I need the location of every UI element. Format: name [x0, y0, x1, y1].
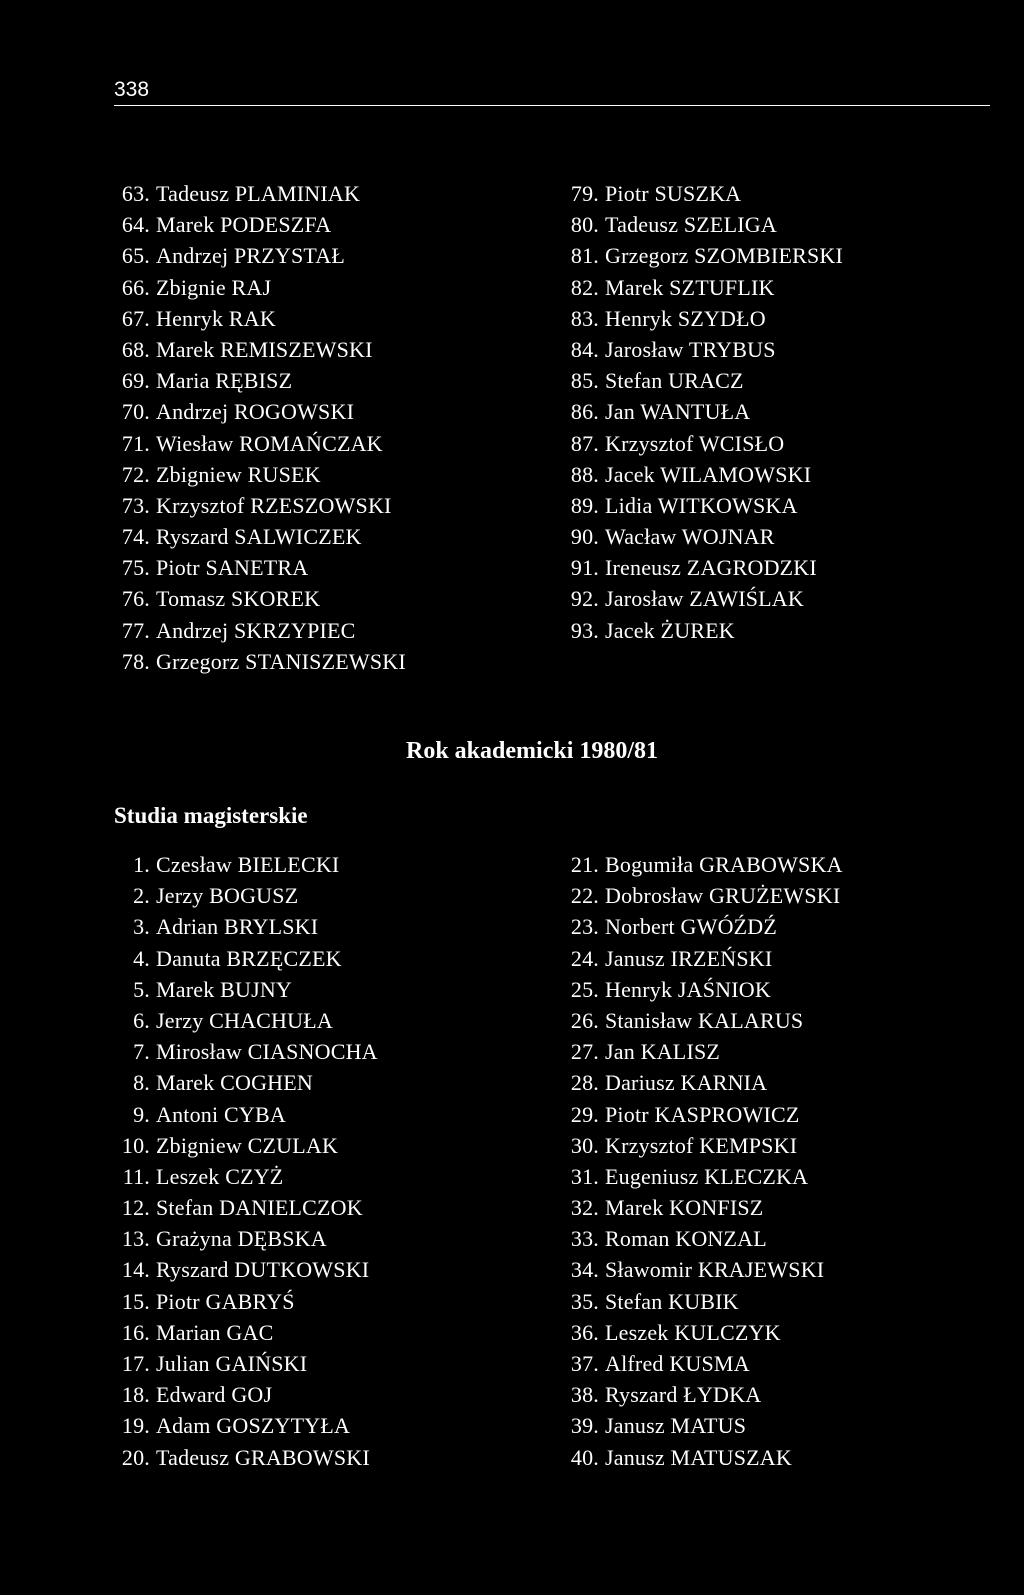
list-item-name: Stanisław KALARUS: [605, 1007, 804, 1033]
list-item-number: 20.: [121, 1444, 150, 1470]
list-item-name: Tadeusz PLAMINIAK: [156, 181, 361, 206]
list-item-number: 87.: [570, 430, 599, 456]
list-item-number: 3.: [133, 914, 150, 940]
list-item: [114, 1379, 378, 1410]
list-item-name: Bogumiła GRABOWSKA: [605, 852, 843, 877]
list-item-name: Ireneusz ZAGRODZKI: [605, 555, 817, 581]
list-item: [563, 1099, 843, 1130]
list-item: [114, 880, 378, 911]
list-item-number: 29.: [570, 1101, 599, 1127]
list-item: [114, 1254, 378, 1285]
list-item-name: Marek BUJNY: [156, 976, 293, 1002]
list-item-name: Leszek KULCZYK: [605, 1319, 781, 1345]
list-item: [114, 272, 406, 303]
list-item-name: Ryszard ŁYDKA: [605, 1382, 762, 1408]
list-item-name: Leszek CZYŻ: [156, 1163, 284, 1189]
list-item: [114, 849, 378, 880]
list-item-number: 65.: [121, 243, 150, 269]
list-item: [563, 521, 843, 552]
list-item-number: 35.: [570, 1288, 599, 1314]
list-item-name: Mirosław CIASNOCHA: [156, 1039, 378, 1065]
list-item-name: Marek COGHEN: [156, 1070, 313, 1096]
list-item-number: 67.: [121, 305, 150, 331]
list-item-name: Jerzy BOGUSZ: [156, 883, 299, 909]
list-item-name: Krzysztof RZESZOWSKI: [156, 492, 392, 518]
list-item-number: 10.: [121, 1132, 150, 1158]
list-item: [114, 1317, 378, 1348]
list-item-name: Norbert GWÓŹDŹ: [605, 914, 778, 940]
list-item-name: Andrzej ROGOWSKI: [156, 399, 355, 425]
list-item-name: Dobrosław GRUŻEWSKI: [605, 883, 841, 909]
list-item: [114, 974, 378, 1005]
list-item-name: Lidia WITKOWSKA: [605, 492, 798, 518]
list-item-name: Grzegorz SZOMBIERSKI: [605, 243, 844, 269]
list-item-number: 14.: [121, 1257, 150, 1283]
list-item: [114, 521, 406, 552]
list-item-name: Julian GAIŃSKI: [156, 1351, 308, 1376]
list-item-number: 22.: [570, 883, 599, 909]
list-item: [563, 1036, 843, 1067]
list-item: [114, 1223, 378, 1254]
list-item-number: 33.: [570, 1226, 599, 1252]
list-item-number: 84.: [570, 336, 599, 362]
list-item: [114, 240, 406, 271]
list-item: [114, 490, 406, 521]
list-item: [563, 490, 843, 521]
list-item: [114, 1099, 378, 1130]
name-list-upper-right: [563, 178, 843, 646]
list-item: [114, 1067, 378, 1098]
list-item-number: 64.: [121, 212, 150, 238]
list-item: [114, 365, 406, 396]
list-item-number: 30.: [570, 1132, 599, 1158]
subsection-title: Studia magisterskie: [114, 803, 308, 828]
list-item: [563, 272, 843, 303]
list-item-number: 68.: [121, 336, 150, 362]
list-item-number: 18.: [121, 1382, 150, 1408]
list-item-name: Marek KONFISZ: [605, 1195, 764, 1221]
header-rule: [114, 105, 990, 106]
list-item-number: 27.: [570, 1039, 599, 1065]
list-item: [114, 583, 406, 614]
list-item-number: 66.: [121, 274, 150, 300]
list-item: [563, 1254, 843, 1285]
list-item-name: Piotr SANETRA: [156, 555, 309, 581]
list-item-number: 73.: [121, 492, 150, 518]
list-item-number: 72.: [121, 461, 150, 487]
list-item-number: 79.: [570, 181, 599, 206]
list-item-number: 83.: [570, 305, 599, 331]
list-item-number: 38.: [570, 1382, 599, 1408]
list-item-name: Piotr GABRYŚ: [156, 1288, 295, 1314]
list-item-name: Janusz MATUS: [605, 1413, 747, 1439]
list-item-name: Dariusz KARNIA: [605, 1070, 768, 1096]
list-item-number: 19.: [121, 1413, 150, 1439]
list-item: [114, 1130, 378, 1161]
list-item-name: Janusz MATUSZAK: [605, 1444, 792, 1470]
list-item: [563, 615, 843, 646]
list-item-number: 7.: [133, 1039, 150, 1065]
list-item: [563, 1348, 843, 1379]
list-item-number: 89.: [570, 492, 599, 518]
list-item: [563, 552, 843, 583]
list-item: [563, 1130, 843, 1161]
list-item-name: Tadeusz SZELIGA: [605, 212, 777, 238]
list-item-number: 69.: [121, 368, 150, 394]
list-item: [563, 880, 843, 911]
list-item-number: 17.: [121, 1351, 150, 1376]
list-item: [563, 1286, 843, 1317]
list-item: [563, 365, 843, 396]
list-item-number: 77.: [121, 617, 150, 643]
list-item: [114, 334, 406, 365]
list-item-number: 36.: [570, 1319, 599, 1345]
list-item-name: Marek PODESZFA: [156, 212, 332, 238]
list-item-number: 39.: [570, 1413, 599, 1439]
list-item-name: Edward GOJ: [156, 1382, 273, 1408]
list-item-name: Adrian BRYLSKI: [156, 914, 319, 940]
list-item-number: 86.: [570, 399, 599, 425]
list-item: [563, 396, 843, 427]
list-item: [114, 1161, 378, 1192]
list-item: [563, 240, 843, 271]
list-item: [114, 646, 406, 677]
list-item-number: 70.: [121, 399, 150, 425]
list-item-name: Piotr KASPROWICZ: [605, 1101, 800, 1127]
list-item-number: 25.: [570, 976, 599, 1002]
list-item-number: 93.: [570, 617, 599, 643]
list-item-number: 37.: [570, 1351, 599, 1376]
list-item-number: 71.: [121, 430, 150, 456]
list-item-name: Stefan KUBIK: [605, 1288, 739, 1314]
list-item-name: Tomasz SKOREK: [156, 586, 321, 612]
list-item-name: Grażyna DĘBSKA: [156, 1226, 327, 1252]
list-item: [563, 911, 843, 942]
list-item: [114, 459, 406, 490]
list-item-number: 26.: [570, 1007, 599, 1033]
list-item-number: 6.: [133, 1007, 150, 1033]
list-item: [563, 1442, 843, 1473]
list-item: [563, 1067, 843, 1098]
list-item-name: Janusz IRZEŃSKI: [605, 945, 773, 971]
list-item-number: 11.: [122, 1163, 150, 1189]
list-item-name: Jerzy CHACHUŁA: [156, 1007, 333, 1033]
list-item-number: 24.: [570, 945, 599, 971]
list-item: [114, 911, 378, 942]
list-item-name: Ryszard SALWICZEK: [156, 524, 362, 550]
list-item-number: 32.: [570, 1195, 599, 1221]
page-number: 338: [114, 78, 150, 101]
list-item-name: Danuta BRZĘCZEK: [156, 945, 342, 971]
list-item: [563, 178, 843, 209]
list-item: [114, 1036, 378, 1067]
list-item: [114, 428, 406, 459]
list-item-number: 12.: [121, 1195, 150, 1221]
list-item-name: Andrzej PRZYSTAŁ: [156, 243, 346, 269]
list-item-number: 80.: [570, 212, 599, 238]
list-item-name: Wiesław ROMAŃCZAK: [156, 430, 383, 456]
list-item-number: 2.: [133, 883, 150, 909]
list-item: [114, 303, 406, 334]
list-item-number: 90.: [570, 524, 599, 550]
list-item-name: Eugeniusz KLECZKA: [605, 1163, 809, 1189]
list-item-number: 8.: [133, 1070, 150, 1096]
list-item-number: 4.: [133, 945, 150, 971]
list-item: [563, 303, 843, 334]
name-list-lower-left: [114, 849, 378, 1473]
list-item-number: 16.: [121, 1319, 150, 1345]
list-item-name: Marek SZTUFLIK: [605, 274, 775, 300]
list-item-number: 13.: [121, 1226, 150, 1252]
list-item: [563, 1161, 843, 1192]
list-item-name: Marek REMISZEWSKI: [156, 336, 373, 362]
list-item: [563, 459, 843, 490]
list-item: [114, 1286, 378, 1317]
list-item: [114, 1442, 378, 1473]
list-item-name: Alfred KUSMA: [605, 1351, 750, 1376]
list-item: [563, 1192, 843, 1223]
list-item-number: 91.: [570, 555, 599, 581]
list-item: [563, 1005, 843, 1036]
list-item: [114, 552, 406, 583]
list-item: [114, 1410, 378, 1441]
list-item-name: Jacek WILAMOWSKI: [605, 461, 812, 487]
list-item-name: Henryk SZYDŁO: [605, 305, 766, 331]
list-item-number: 92.: [570, 586, 599, 612]
list-item-name: Grzegorz STANISZEWSKI: [156, 648, 406, 674]
list-item-name: Wacław WOJNAR: [605, 524, 775, 550]
list-item: [563, 1317, 843, 1348]
list-item: [114, 396, 406, 427]
list-item: [114, 1192, 378, 1223]
list-item: [563, 1223, 843, 1254]
list-item: [563, 849, 843, 880]
list-item-number: 40.: [570, 1444, 599, 1470]
list-item: [563, 583, 843, 614]
list-item: [563, 428, 843, 459]
name-list-lower-right: [563, 849, 843, 1473]
list-item-name: Stefan URACZ: [605, 368, 744, 394]
list-item: [563, 209, 843, 240]
list-item-name: Antoni CYBA: [156, 1101, 286, 1127]
list-item-name: Czesław BIELECKI: [156, 852, 340, 877]
list-item-number: 5.: [133, 976, 150, 1002]
list-item: [114, 1005, 378, 1036]
list-item-name: Henryk JAŚNIOK: [605, 976, 771, 1002]
list-item-number: 78.: [121, 648, 150, 674]
list-item-name: Jan WANTUŁA: [605, 399, 751, 425]
list-item-name: Marian GAC: [156, 1319, 274, 1345]
list-item-number: 23.: [570, 914, 599, 940]
list-item: [563, 334, 843, 365]
list-item-number: 21.: [570, 852, 599, 877]
list-item-number: 82.: [570, 274, 599, 300]
list-item: [114, 178, 406, 209]
list-item-name: Jacek ŻUREK: [605, 617, 735, 643]
list-item-name: Zbigniew CZULAK: [156, 1132, 339, 1158]
list-item-name: Piotr SUSZKA: [605, 181, 742, 206]
list-item-number: 28.: [570, 1070, 599, 1096]
list-item-name: Roman KONZAL: [605, 1226, 767, 1252]
list-item-name: Krzysztof KEMPSKI: [605, 1132, 798, 1158]
list-item: [563, 1410, 843, 1441]
list-item-number: 1.: [133, 852, 150, 877]
list-item-name: Stefan DANIELCZOK: [156, 1195, 363, 1221]
list-item: [114, 615, 406, 646]
list-item-name: Henryk RAK: [156, 305, 276, 331]
list-item-number: 81.: [570, 243, 599, 269]
list-item-number: 63.: [121, 181, 150, 206]
list-item-number: 76.: [121, 586, 150, 612]
list-item: [114, 943, 378, 974]
list-item-number: 88.: [570, 461, 599, 487]
list-item-name: Tadeusz GRABOWSKI: [156, 1444, 370, 1470]
list-item-name: Andrzej SKRZYPIEC: [156, 617, 356, 643]
list-item-name: Ryszard DUTKOWSKI: [156, 1257, 370, 1283]
list-item-name: Zbignie RAJ: [156, 274, 272, 300]
list-item-name: Jarosław ZAWIŚLAK: [605, 586, 804, 612]
list-item-name: Sławomir KRAJEWSKI: [605, 1257, 825, 1283]
list-item: [114, 1348, 378, 1379]
list-item-number: 9.: [133, 1101, 150, 1127]
list-item-name: Jarosław TRYBUS: [605, 336, 776, 362]
list-item: [114, 209, 406, 240]
list-item-number: 34.: [570, 1257, 599, 1283]
list-item-name: Adam GOSZYTYŁA: [156, 1413, 351, 1439]
name-list-upper-left: [114, 178, 406, 677]
list-item-name: Krzysztof WCISŁO: [605, 430, 785, 456]
list-item-name: Jan KALISZ: [605, 1039, 721, 1065]
list-item-number: 85.: [570, 368, 599, 394]
section-title: Rok akademicki 1980/81: [406, 738, 659, 764]
list-item-name: Zbigniew RUSEK: [156, 461, 321, 487]
list-item-name: Maria RĘBISZ: [156, 368, 293, 394]
list-item: [563, 974, 843, 1005]
list-item-number: 75.: [121, 555, 150, 581]
list-item: [563, 943, 843, 974]
list-item: [563, 1379, 843, 1410]
list-item-number: 74.: [121, 524, 150, 550]
list-item-number: 15.: [121, 1288, 150, 1314]
list-item-number: 31.: [570, 1163, 599, 1189]
